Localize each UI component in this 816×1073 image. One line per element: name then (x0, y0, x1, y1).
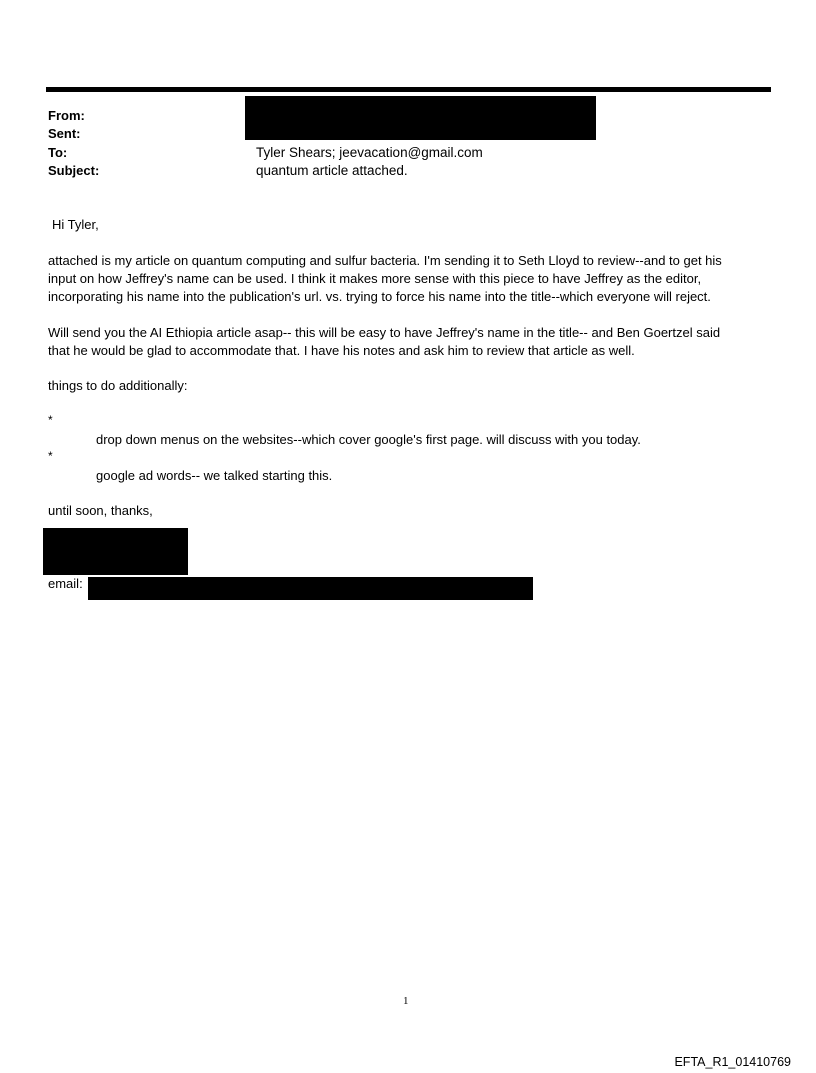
todo-intro: things to do additionally: (48, 378, 188, 393)
header-rule (46, 87, 771, 92)
subject-label: Subject: (48, 163, 100, 178)
bullet-marker-2: * (48, 449, 53, 463)
closing: until soon, thanks, (48, 503, 153, 518)
email-label: email: (48, 576, 83, 591)
page-number: 1 (403, 995, 409, 1007)
redaction-signature (43, 528, 188, 575)
to-label: To: (48, 145, 68, 160)
sent-label: Sent: (48, 126, 81, 141)
bullet-marker-1: * (48, 413, 53, 427)
from-label: From: (48, 108, 85, 123)
para1-line2: input on how Jeffrey's name can be used. I think it makes more sense with this piece to have Jeffrey as the editor, (48, 271, 702, 286)
redaction-email (88, 577, 533, 600)
bullet-text-2: google ad words-- we talked starting this. (96, 468, 333, 483)
para1-line1: attached is my article on quantum computing and sulfur bacteria. I'm sending it to Seth Lloyd to review--and to get his (48, 253, 722, 268)
bullet-text-1: drop down menus on the websites--which cover google's first page. will discuss with you today. (96, 432, 641, 447)
para2-line2: that he would be glad to accommodate that. I have his notes and ask him to review that article as well. (48, 343, 635, 358)
subject-value: quantum article attached. (256, 163, 408, 178)
to-value: Tyler Shears; jeevacation@gmail.com (256, 145, 483, 160)
para1-line3: incorporating his name into the publication's url. vs. trying to force his name into the title--which everyone will reject. (48, 289, 711, 304)
para2-line1: Will send you the AI Ethiopia article asap-- this will be easy to have Jeffrey's name in the title-- and Ben Goertzel said (48, 325, 721, 340)
greeting: Hi Tyler, (52, 217, 99, 232)
document-id: EFTA_R1_01410769 (674, 1055, 791, 1069)
redaction-from-sent (245, 96, 596, 140)
